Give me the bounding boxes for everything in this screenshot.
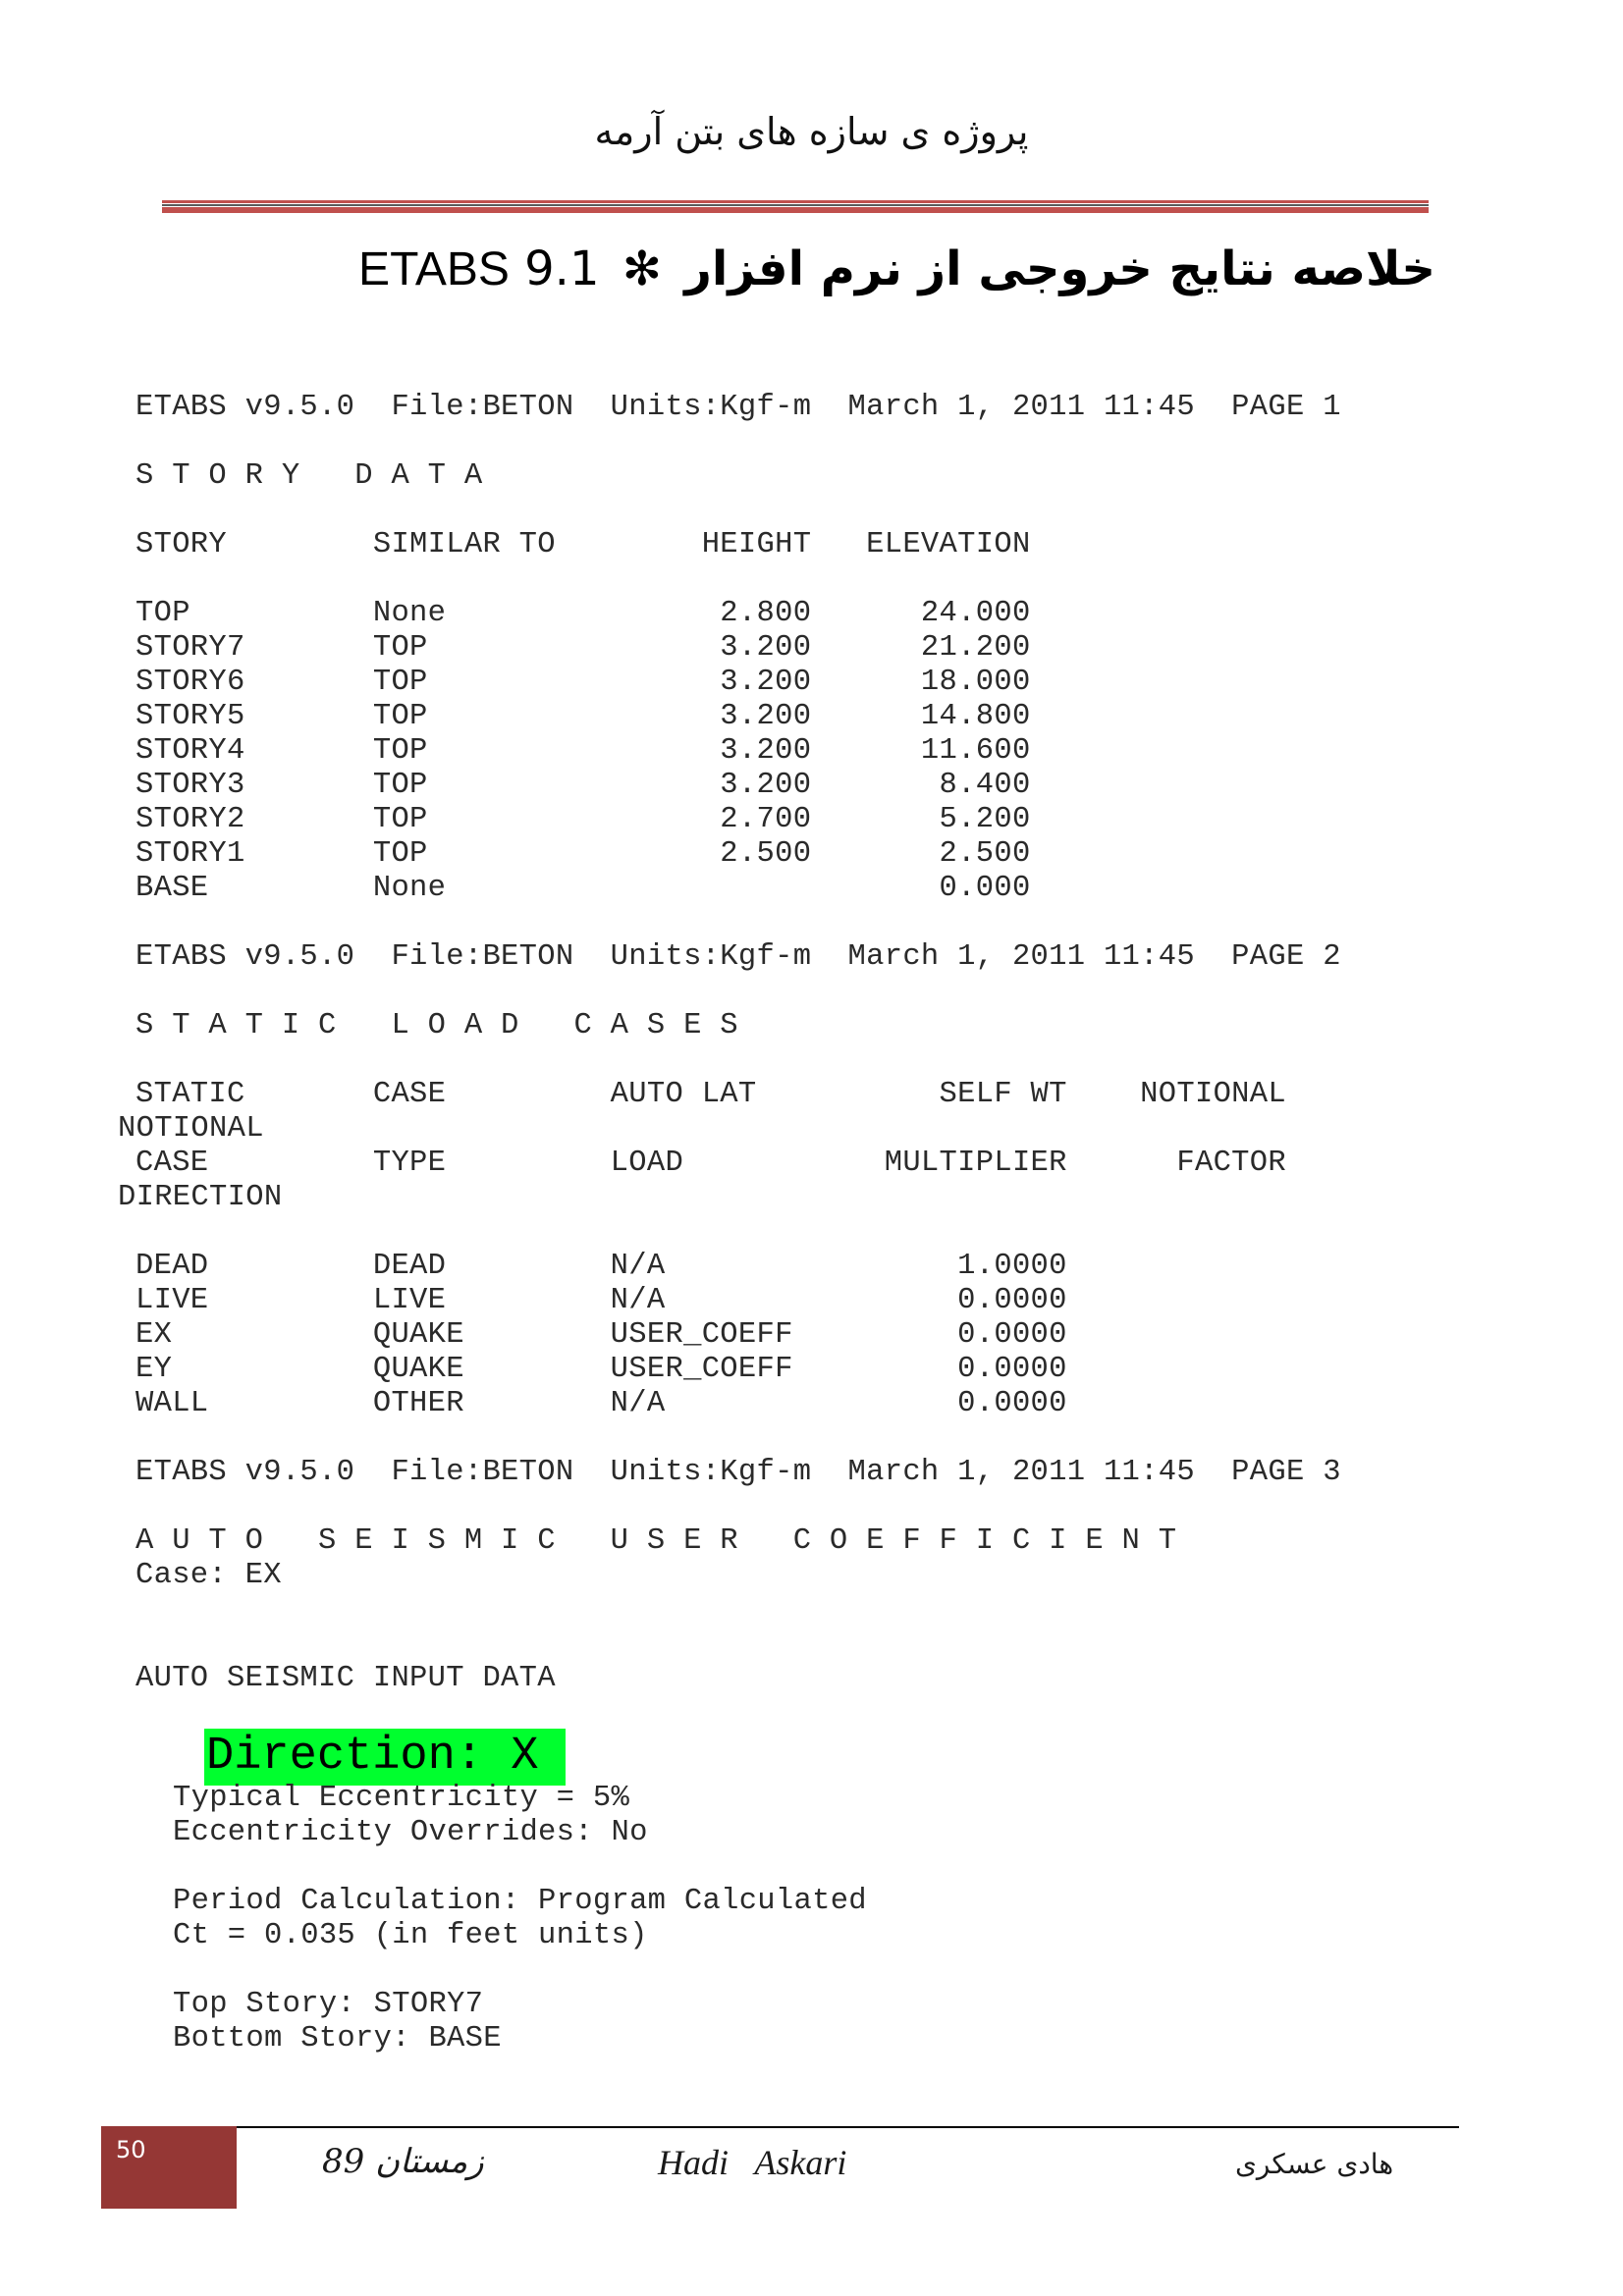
load-cases-title: S T A T I C L O A D C A S E S: [135, 1009, 738, 1042]
section-title-fa: خلاصه نتایج خروجی از نرم افزار: [684, 241, 1435, 296]
period-calculation: Period Calculation: Program Calculated: [173, 1885, 867, 1918]
page-header-title: پروژه ی سازه های بتن آرمه: [594, 110, 1029, 153]
section-number: 9.1: [524, 241, 600, 296]
story-table-header: STORY SIMILAR TO HEIGHT ELEVATION: [135, 528, 1031, 561]
table-row: STORY4 TOP 3.200 11.600: [135, 734, 1031, 768]
table-row: STORY3 TOP 3.200 8.400: [135, 769, 1031, 802]
typical-eccentricity: Typical Eccentricity = 5%: [173, 1782, 630, 1815]
bottom-story: Bottom Story: BASE: [173, 2022, 502, 2056]
report-page2-header: ETABS v9.5.0 File:BETON Units:Kgf-m March 1, 2011 11:45 PAGE 2: [135, 940, 1341, 974]
table-row: BASE None 0.000: [135, 872, 1031, 905]
story-data-title: S T O R Y D A T A: [135, 459, 483, 493]
section-heading: [196, 241, 1435, 296]
load-table-header-2: CASE TYPE LOAD MULTIPLIER FACTOR: [135, 1147, 1286, 1180]
load-table-header-1-wrap: NOTIONAL: [118, 1112, 264, 1146]
table-row: STORY1 TOP 2.500 2.500: [135, 837, 1031, 871]
header-rule-middle: [162, 204, 1429, 206]
report-page3-header: ETABS v9.5.0 File:BETON Units:Kgf-m March 1, 2011 11:45 PAGE 3: [135, 1456, 1341, 1489]
page-number: 50: [116, 2136, 146, 2163]
table-row: STORY2 TOP 2.700 5.200: [135, 803, 1031, 836]
footer-season: زمستان 89: [322, 2142, 484, 2181]
asterisk-icon: ✻: [622, 241, 662, 296]
footer-author-en: Hadi Askari: [658, 2143, 847, 2182]
footer-rule: [237, 2126, 1459, 2128]
header-rule-bottom: [162, 207, 1429, 213]
table-row: WALL OTHER N/A 0.0000: [135, 1387, 1067, 1420]
table-row: LIVE LIVE N/A 0.0000: [135, 1284, 1067, 1317]
table-row: EY QUAKE USER_COEFF 0.0000: [135, 1353, 1067, 1386]
table-row: STORY5 TOP 3.200 14.800: [135, 700, 1031, 733]
top-story: Top Story: STORY7: [173, 1988, 484, 2021]
table-row: STORY7 TOP 3.200 21.200: [135, 631, 1031, 665]
report-page1-header: ETABS v9.5.0 File:BETON Units:Kgf-m March 1, 2011 11:45 PAGE 1: [135, 391, 1341, 424]
table-row: STORY6 TOP 3.200 18.000: [135, 666, 1031, 699]
seismic-input-title: AUTO SEISMIC INPUT DATA: [135, 1662, 556, 1695]
section-title-en: ETABS: [358, 243, 510, 295]
seismic-title: A U T O S E I S M I C U S E R C O E F F I C I E N T: [135, 1524, 1177, 1558]
ct-value: Ct = 0.035 (in feet units): [173, 1919, 648, 1952]
table-row: DEAD DEAD N/A 1.0000: [135, 1250, 1067, 1283]
direction-label: Direction: X: [206, 1731, 539, 1783]
eccentricity-overrides: Eccentricity Overrides: No: [173, 1816, 648, 1849]
table-row: TOP None 2.800 24.000: [135, 597, 1031, 630]
header-rule-top: [162, 200, 1429, 203]
load-table-header-2-wrap: DIRECTION: [118, 1181, 283, 1214]
footer-author-fa: هادی عسکری: [1235, 2148, 1394, 2180]
table-row: EX QUAKE USER_COEFF 0.0000: [135, 1318, 1067, 1352]
seismic-case: Case: EX: [135, 1559, 282, 1592]
load-table-header-1: STATIC CASE AUTO LAT SELF WT NOTIONAL: [135, 1078, 1286, 1111]
